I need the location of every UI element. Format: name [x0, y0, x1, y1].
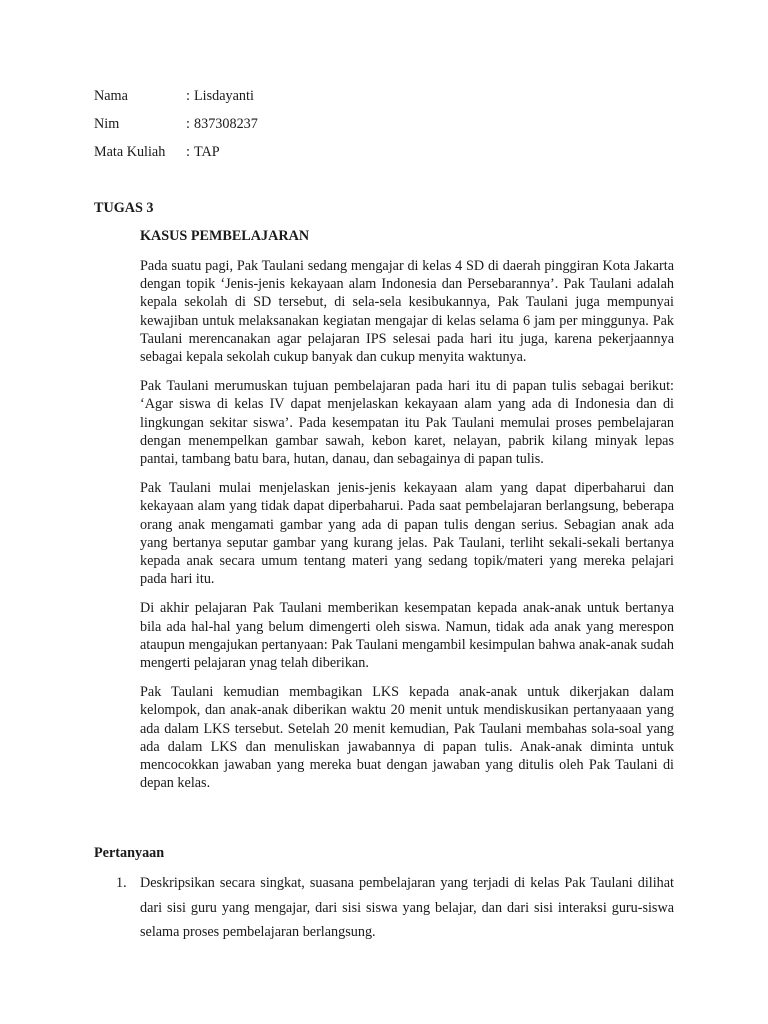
case-paragraph-3: Pak Taulani mulai menjelaskan jenis-jenis kekayaan alam yang dapat diperbaharui dan kekayaan alam yang tidak dapat diperbaharui. Pada saat pembelajaran berlangsung, beberapa orang anak mengamati gambar yang ada di papan tulis dengan serius. Sebagian anak ada yang bertanya seputar gambar yang kurang jelas. Pak Taulani, terliht sekali-sekali bertanya kepada anak secara umum tentang materi yang sedang topik/materi yang mereka pelajari pada hari itu.: [140, 480, 674, 588]
task-title: TUGAS 3: [94, 200, 154, 216]
identity-separator: :: [186, 116, 190, 132]
identity-label: Nim: [94, 116, 120, 132]
case-paragraph-5: Pak Taulani kemudian membagikan LKS kepada anak-anak untuk dikerjakan dalam kelompok, dan anak-anak diberikan waktu 20 menit untuk mendiskusikan pertanyaaan yang ada dalam LKS tersebut. Setelah 20 menit kemudian, Pak Taulani membahas sola-soal yang ada dalam LKS dan menuliskan jawabannya di papan tulis. Anak-anak diminta untuk mencocokkan jawaban yang mereka buat dengan jawaban yang ditulis oleh Pak Taulani di depan kelas.: [140, 684, 674, 792]
identity-label: Mata Kuliah: [94, 144, 166, 160]
case-paragraph-4: Di akhir pelajaran Pak Taulani memberikan kesempatan kepada anak-anak untuk bertanya bila ada hal-hal yang belum dimengerti oleh siswa. Namun, tidak ada anak yang merespon ataupun mengajukan pertanyaan: Pak Taulani mengambil kesimpulan bahwa anak-anak sudah mengerti pelajaran ynag telah diberikan.: [140, 600, 674, 672]
identity-value: Lisdayanti: [194, 88, 254, 104]
question-number: 1.: [116, 875, 127, 891]
case-paragraph-1: Pada suatu pagi, Pak Taulani sedang mengajar di kelas 4 SD di daerah pinggiran Kota Jakarta dengan topik ‘Jenis-jenis kekayaan alam Indonesia dan Persebarannya’. Pak Taulani adalah kepala sekolah di SD tersebut, di sela-sela kesibukannya, Pak Taulani juga mempunyai kewajiban untuk melaksanakan kegiatan mengajar di kelas selama 6 jam per minggunya. Pak Taulani merencanakan agar pelajaran IPS selesai pada hari itu juga, karena pekerjaannya sebagai kepala sekolah cukup banyak dan cukup menyita waktunya.: [140, 258, 674, 366]
identity-separator: :: [186, 144, 190, 160]
case-title: KASUS PEMBELAJARAN: [140, 228, 310, 244]
question-text: Deskripsikan secara singkat, suasana pembelajaran yang terjadi di kelas Pak Taulani dilihat dari sisi guru yang mengajar, dari sisi siswa yang belajar, dan dari sisi interaksi guru-siswa selama proses pembelajaran berlangsung.: [140, 875, 674, 940]
identity-value: TAP: [194, 144, 220, 160]
identity-label: Nama: [94, 88, 128, 104]
identity-row-nim: [94, 114, 258, 134]
identity-row-nama: [94, 86, 254, 106]
identity-separator: :: [186, 88, 190, 104]
identity-row-mata-kuliah: [94, 142, 220, 162]
identity-value: 837308237: [194, 116, 258, 132]
case-body: [140, 257, 674, 803]
questions-list: [116, 871, 674, 945]
list-item: [116, 871, 674, 945]
case-paragraph-2: Pak Taulani merumuskan tujuan pembelajaran pada hari itu di papan tulis sebagai berikut: ‘Agar siswa di kelas IV dapat menjelaskan kekayaan alam yang ada di Indonesia dan di lingkungan sekitar siswa’. Pada kesempatan itu Pak Taulani memulai proses pembelajaran dengan menempelkan gambar sawah, kebon karet, nelayan, pabrik kilang minyak lepas pantai, tambang batu bara, hutan, danau, dan sebagainya di papan tulis.: [140, 378, 674, 468]
questions-title: Pertanyaan: [94, 845, 165, 861]
